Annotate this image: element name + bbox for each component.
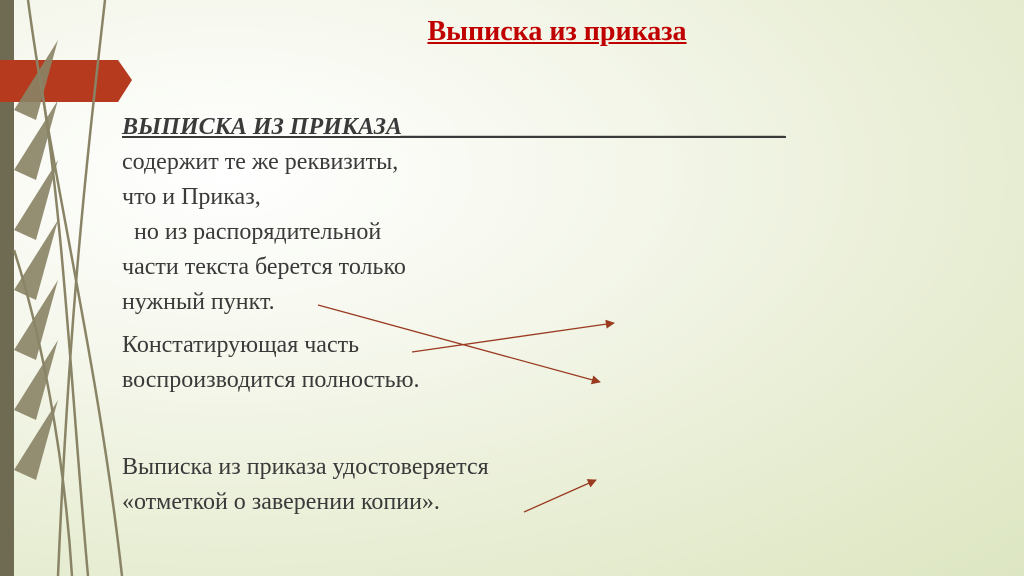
slide-title: Выписка из приказа [427,16,687,47]
paragraph3-line: «отметкой о заверении копии». [122,489,440,515]
heading-text: ВЫПИСКА ИЗ ПРИКАЗА [122,114,402,140]
paragraph1-line: части текста берется только [122,254,406,280]
paragraph2-line: воспроизводится полностью. [122,367,420,393]
arrow-line [412,323,614,352]
paragraph1-line: нужный пункт. [122,289,275,315]
paragraph3-line: Выписка из приказа удостоверяется [122,454,489,480]
paragraph1-line: содержит те же реквизиты, [122,149,399,175]
arrow-line [524,480,596,512]
paragraph2-line: Констатирующая часть [122,332,360,358]
heading-rule: ________________________________ [401,114,786,140]
arrow-line [318,305,600,382]
paragraph1-line: что и Приказ, [122,184,261,210]
paragraph1-line: но из распорядительной [122,219,382,245]
